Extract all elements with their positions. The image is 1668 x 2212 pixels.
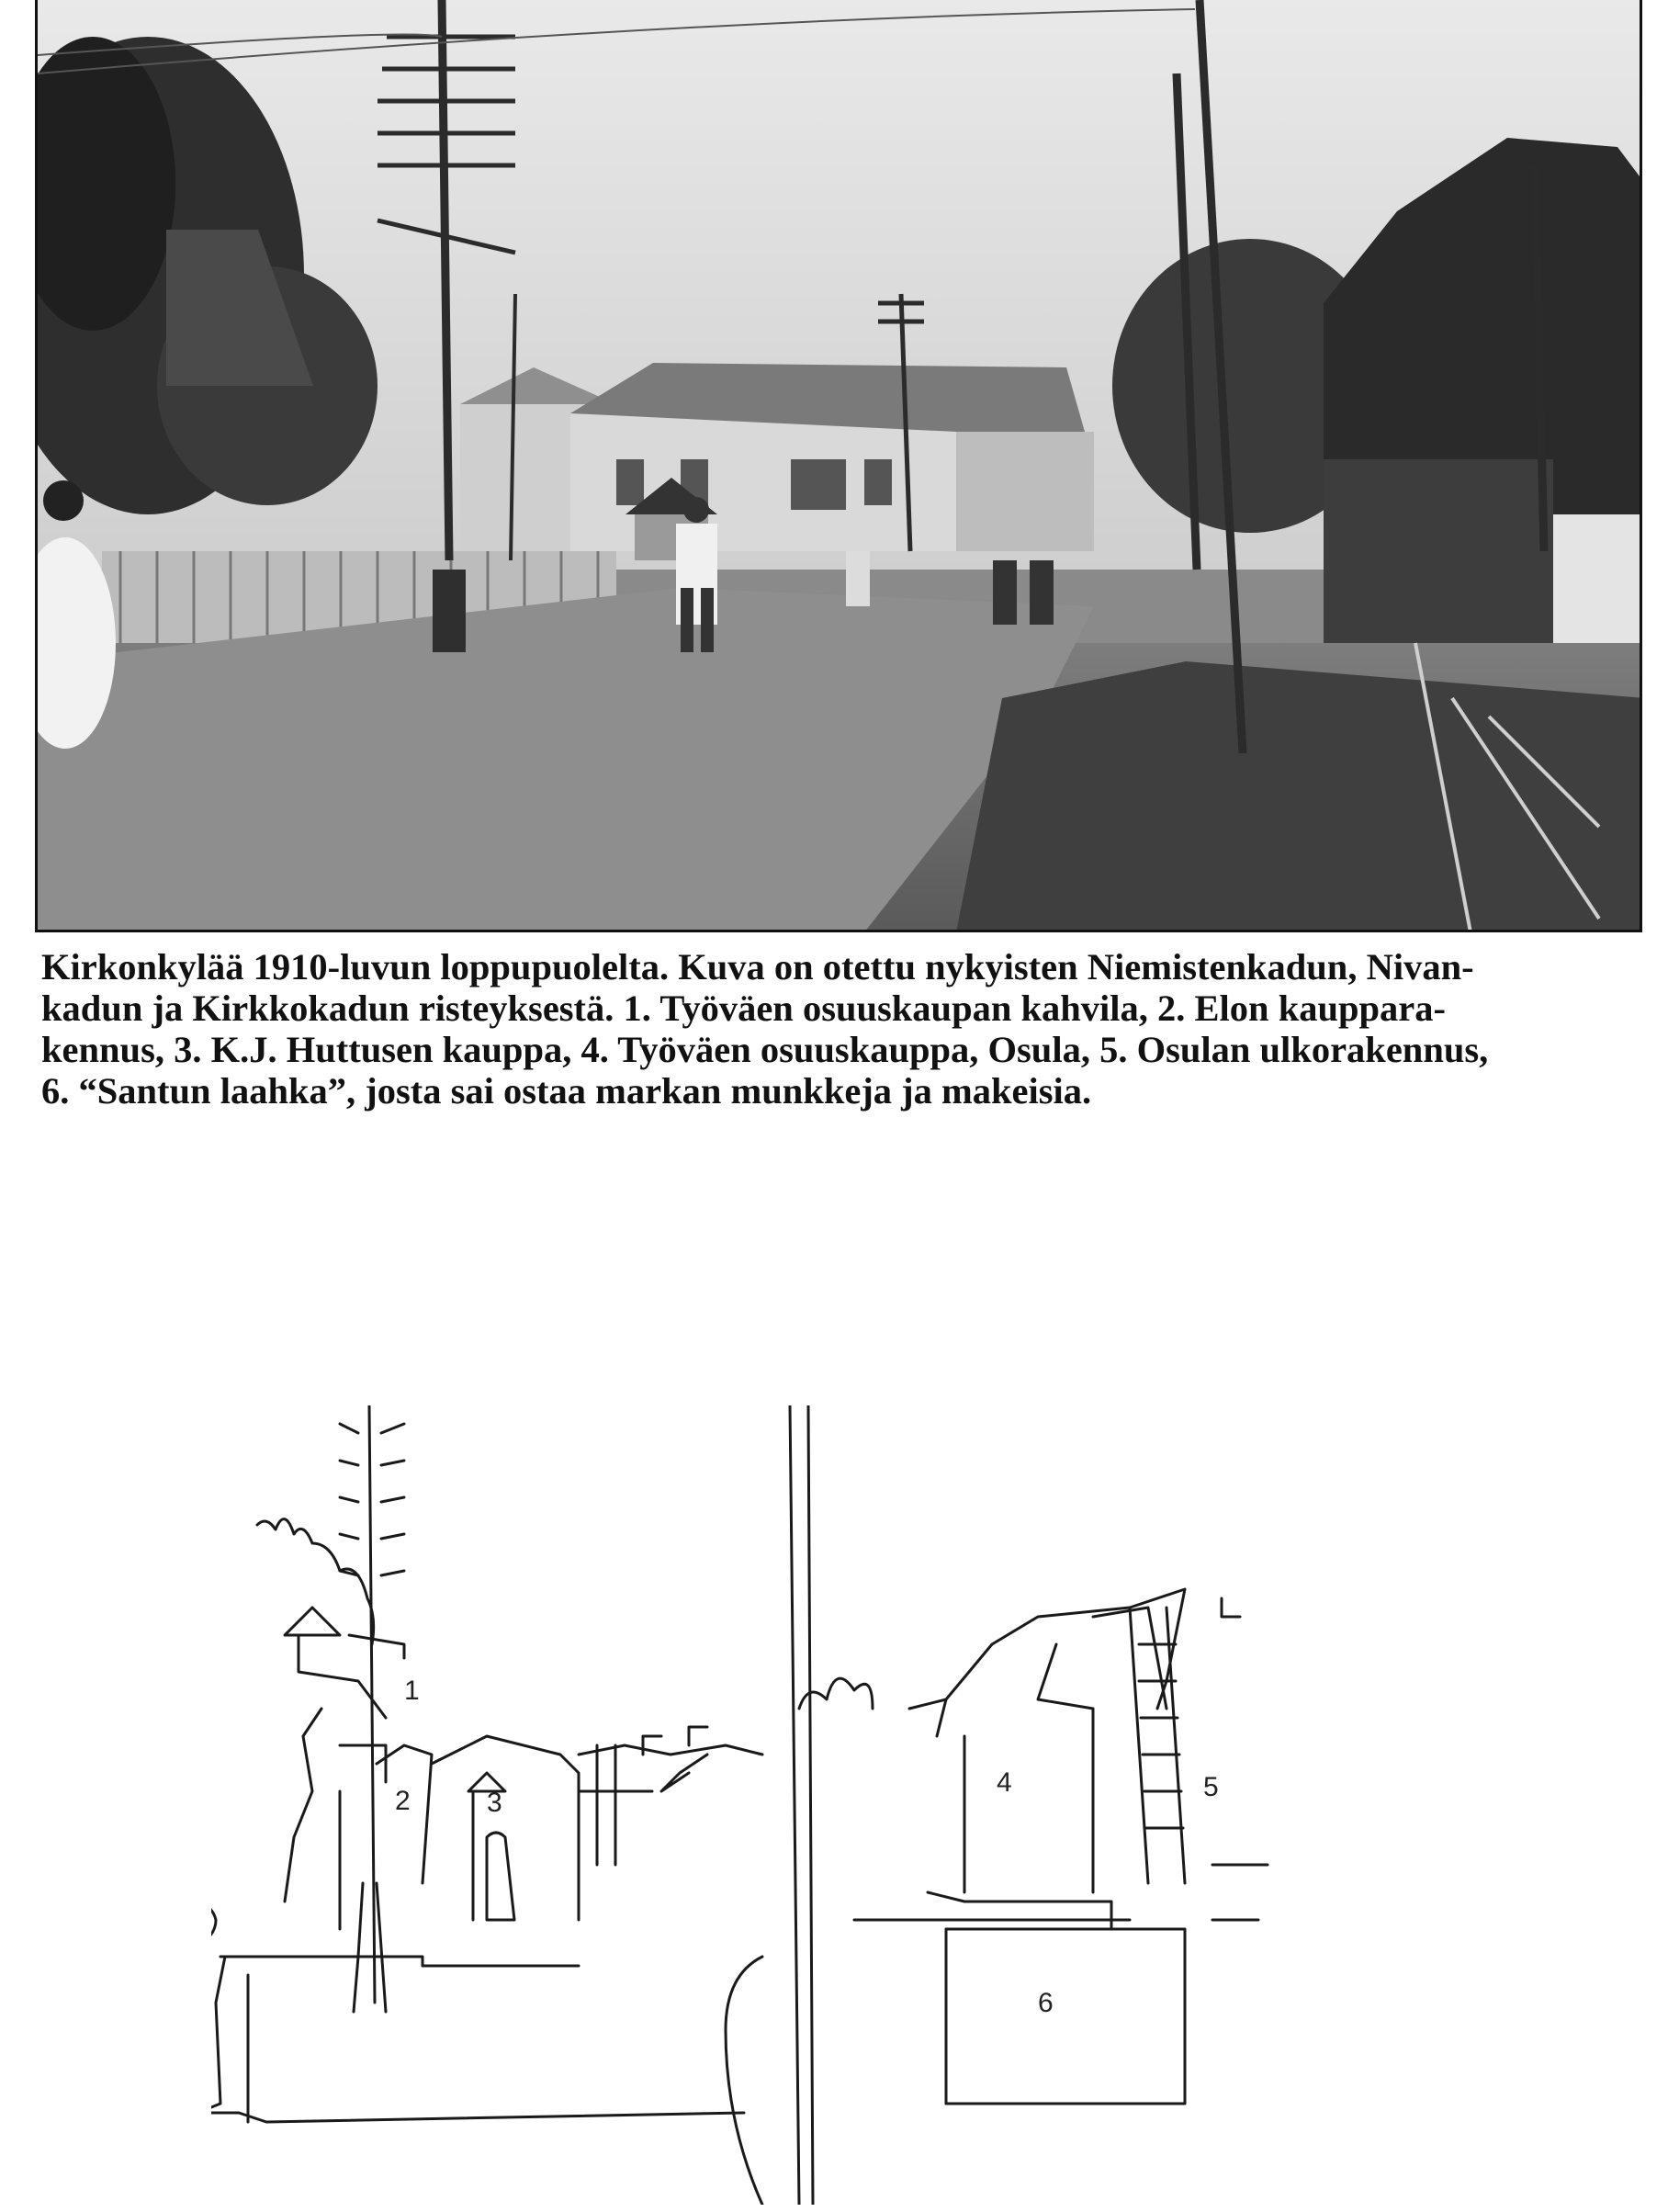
historical-photo [35,0,1642,932]
caption-line: kennus, 3. K.J. Huttusen kauppa, 4. Työväen osuuskauppa, Osula, 5. Osulan ulkorakennus, [41,1029,1489,1070]
sketch-label-2: 2 [395,1786,411,1816]
caption-line: 6. “Santun laahka”, josta sai ostaa markan munkkeja ja makeisia. [41,1070,1092,1112]
sketch-label-6: 6 [1038,1988,1054,2018]
sketch-label-3: 3 [487,1788,502,1818]
sketch-label-4: 4 [997,1767,1012,1798]
numbered-sketch [211,1405,1516,2205]
caption-line: kadun ja Kirkkokadun risteyksestä. 1. Työväen osuuskaupan kahvila, 2. Elon kauppara- [41,988,1447,1029]
sketch-label-5: 5 [1203,1772,1219,1802]
caption-line: Kirkonkylää 1910-luvun loppupuolelta. Kuva on otettu nykyisten Niemistenkadun, Nivan- [41,946,1474,988]
photo-caption [41,946,1640,1112]
sketch-label-1: 1 [404,1676,420,1706]
